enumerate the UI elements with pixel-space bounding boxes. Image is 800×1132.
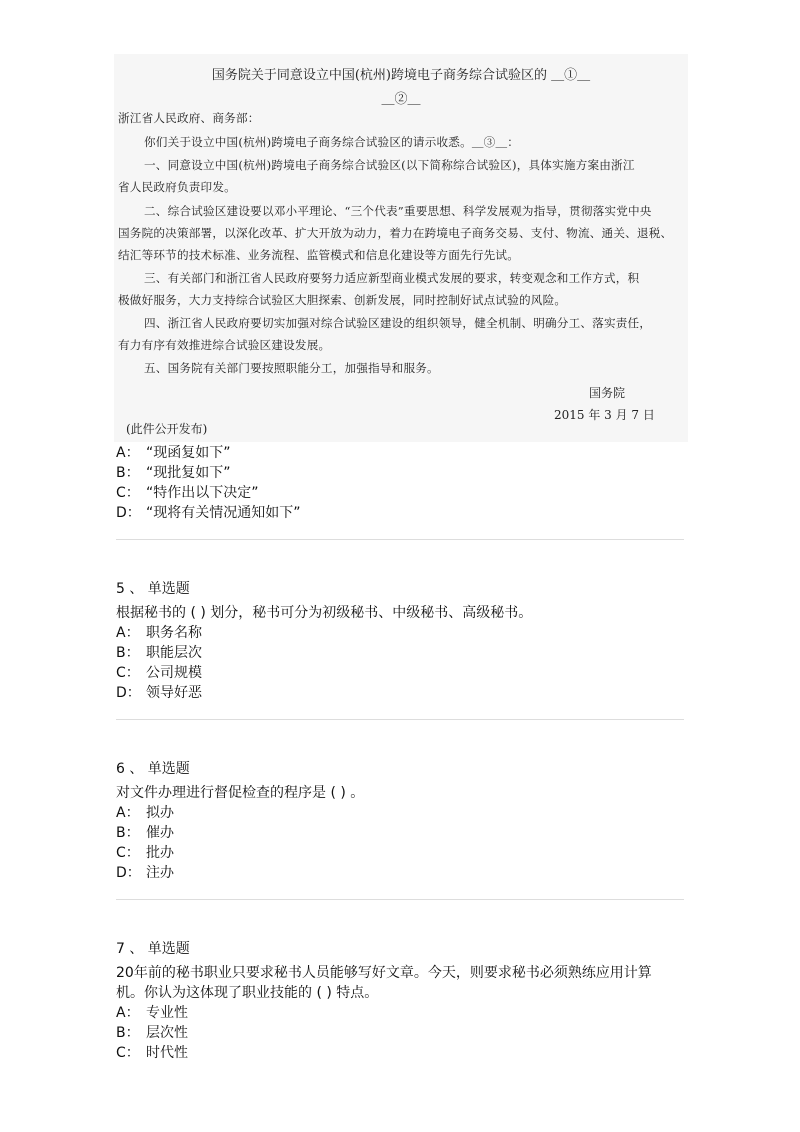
option-text: 公司规模 bbox=[146, 665, 202, 681]
q7-header: 7 、 单选题 bbox=[116, 941, 190, 957]
scan-line: 结汇等环节的技术标准、业务流程、监管模式和信息化建设等方面先行先试。 bbox=[118, 248, 519, 262]
scan-blank-2: ＿②＿ bbox=[381, 92, 421, 107]
option-text: “现函复如下” bbox=[146, 445, 231, 461]
scan-line: 一、同意设立中国(杭州)跨境电子商务综合试验区(以下简称综合试验区)，具体实施方案由浙江 bbox=[144, 158, 635, 172]
scan-line: 三、有关部门和浙江省人民政府要努力适应新型商业模式发展的要求，转变观念和工作方式，积 bbox=[144, 271, 640, 285]
option-key: B： bbox=[116, 465, 140, 481]
q4-option-a[interactable] bbox=[116, 442, 231, 462]
option-text: 职务名称 bbox=[146, 625, 202, 641]
q7-question-line2: 机。你认为这体现了职业技能的 ( ) 特点。 bbox=[116, 985, 379, 1001]
option-text: 专业性 bbox=[146, 1005, 188, 1021]
option-key: B： bbox=[116, 825, 140, 841]
q7-option-b[interactable] bbox=[116, 1022, 188, 1042]
scan-line: 国务院的决策部署，以深化改革、扩大开放为动力，着力在跨境电子商务交易、支付、物流、通关、退税、 bbox=[118, 226, 673, 240]
option-text: 催办 bbox=[146, 825, 174, 841]
q5-option-a[interactable] bbox=[116, 622, 202, 642]
scanned-document-image bbox=[114, 54, 688, 442]
scan-line: 四、浙江省人民政府要切实加强对综合试验区建设的组织领导，健全机制、明确分工、落实责任， bbox=[144, 316, 652, 330]
q6-question: 对文件办理进行督促检查的程序是 ( ) 。 bbox=[116, 785, 365, 801]
option-key: B： bbox=[116, 645, 140, 661]
option-text: 层次性 bbox=[146, 1025, 188, 1041]
q6-option-b[interactable] bbox=[116, 822, 174, 842]
q7-question-line1: 20年前的秘书职业只要求秘书人员能够写好文章。今天，则要求秘书必须熟练应用计算 bbox=[116, 965, 652, 981]
option-text: 拟办 bbox=[146, 805, 174, 821]
scan-line: 极做好服务，大力支持综合试验区大胆探索、创新发展，同时控制好试点试验的风险。 bbox=[118, 293, 567, 307]
option-text: 批办 bbox=[146, 845, 174, 861]
option-key: D： bbox=[116, 685, 141, 701]
scan-line-addressee: 浙江省人民政府、商务部： bbox=[118, 111, 260, 125]
q5-header: 5 、 单选题 bbox=[116, 581, 190, 597]
option-key: D： bbox=[116, 865, 141, 881]
q7-option-c[interactable] bbox=[116, 1042, 188, 1062]
option-key: C： bbox=[116, 485, 140, 501]
scan-line: 你们关于设立中国(杭州)跨境电子商务综合试验区的请示收悉。＿③＿： bbox=[144, 135, 520, 149]
q6-option-d[interactable] bbox=[116, 862, 174, 882]
option-key: C： bbox=[116, 845, 140, 861]
divider bbox=[116, 899, 684, 900]
q4-option-b[interactable] bbox=[116, 462, 231, 482]
scan-title: 国务院关于同意设立中国(杭州)跨境电子商务综合试验区的 ＿①＿ bbox=[211, 68, 591, 83]
q4-option-c[interactable] bbox=[116, 482, 259, 502]
scan-line: 五、国务院有关部门要按照职能分工，加强指导和服务。 bbox=[144, 361, 439, 375]
option-key: C： bbox=[116, 1045, 140, 1061]
option-text: “现批复如下” bbox=[146, 465, 231, 481]
q5-option-c[interactable] bbox=[116, 662, 202, 682]
q7-option-a[interactable] bbox=[116, 1002, 188, 1022]
option-key: C： bbox=[116, 665, 140, 681]
scan-publish-note: (此件公开发布) bbox=[126, 422, 208, 436]
option-key: A： bbox=[116, 625, 140, 641]
option-key: A： bbox=[116, 445, 140, 461]
divider bbox=[116, 539, 684, 540]
q6-option-c[interactable] bbox=[116, 842, 174, 862]
q6-header: 6 、 单选题 bbox=[116, 761, 190, 777]
q6-option-a[interactable] bbox=[116, 802, 174, 822]
option-text: 注办 bbox=[146, 865, 174, 881]
option-key: A： bbox=[116, 805, 140, 821]
option-key: D： bbox=[116, 505, 141, 521]
option-key: A： bbox=[116, 1005, 140, 1021]
q4-option-d[interactable] bbox=[116, 502, 301, 522]
q5-question: 根据秘书的 ( ) 划分，秘书可分为初级秘书、中级秘书、高级秘书。 bbox=[116, 605, 533, 621]
option-text: “特作出以下决定” bbox=[146, 485, 259, 501]
option-text: “现将有关情况通知如下” bbox=[146, 505, 301, 521]
q5-option-b[interactable] bbox=[116, 642, 202, 662]
q5-option-d[interactable] bbox=[116, 682, 202, 702]
scan-signer: 国务院 bbox=[589, 386, 626, 400]
option-text: 领导好恶 bbox=[146, 685, 202, 701]
scan-date: 2015 年 3 月 7 日 bbox=[554, 408, 655, 422]
scan-line: 有力有序有效推进综合试验区建设发展。 bbox=[118, 338, 331, 352]
option-key: B： bbox=[116, 1025, 140, 1041]
scan-line: 省人民政府负责印发。 bbox=[118, 180, 236, 194]
option-text: 时代性 bbox=[146, 1045, 188, 1061]
divider bbox=[116, 719, 684, 720]
option-text: 职能层次 bbox=[146, 645, 202, 661]
scan-line: 二、综合试验区建设要以邓小平理论、“三个代表”重要思想、科学发展观为指导，贯彻落实党中央 bbox=[144, 204, 652, 218]
